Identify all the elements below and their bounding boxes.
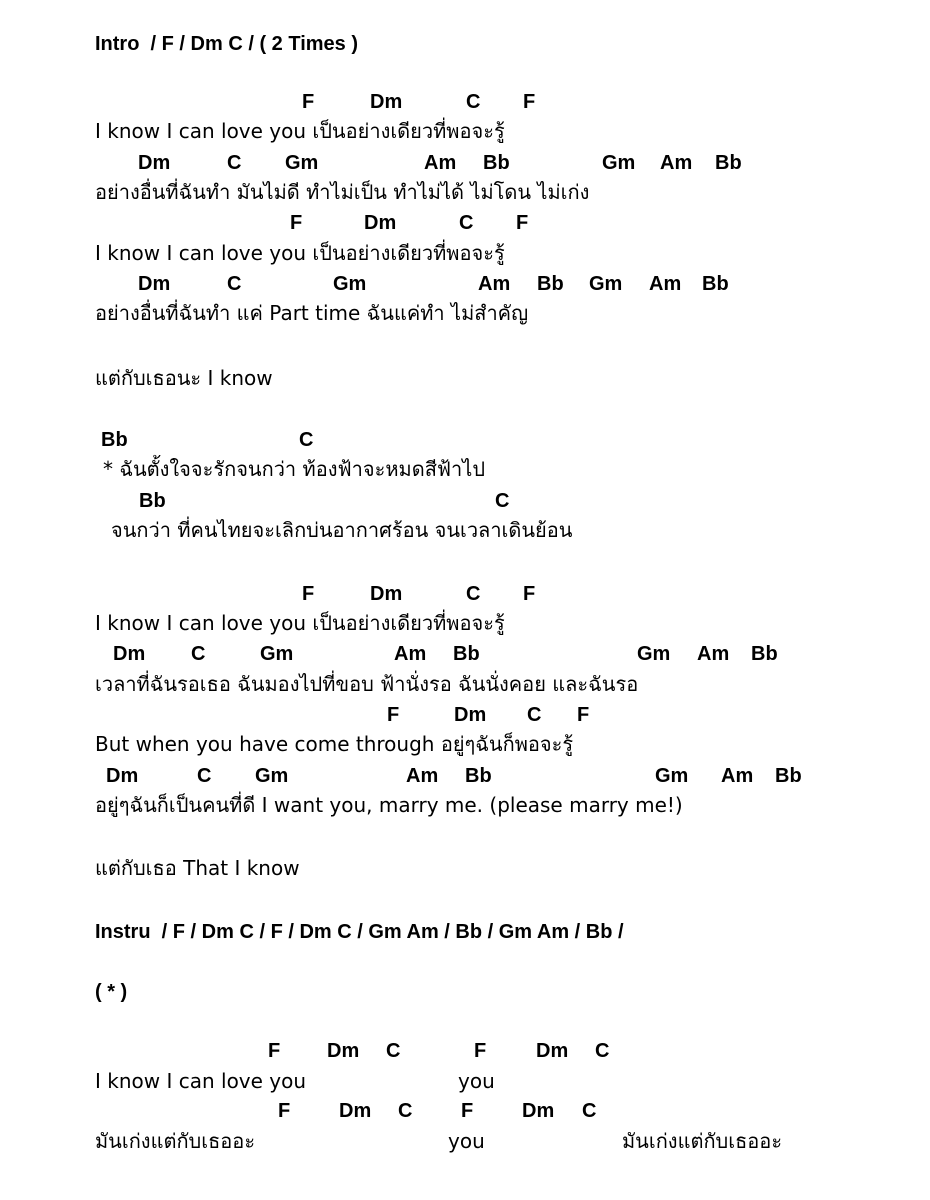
intro-line: Intro / F / Dm C / ( 2 Times ) <box>95 33 358 55</box>
chord: Bb <box>715 152 742 174</box>
chord: Dm <box>536 1040 569 1062</box>
chord: C <box>595 1040 610 1062</box>
lyric-line: อย่างอื่นที่ฉันทำ แค่ Part time ฉันแค่ทำ ไม่สำคัญ <box>95 301 529 325</box>
chord: C <box>299 429 314 451</box>
chord: Dm <box>522 1100 555 1122</box>
chord: C <box>398 1100 413 1122</box>
chord: Bb <box>465 765 492 787</box>
chord: Bb <box>139 490 166 512</box>
chord: C <box>227 273 242 295</box>
chord: F <box>268 1040 281 1062</box>
lyric-segment: you <box>458 1069 495 1093</box>
lyric-line: อย่างอื่นที่ฉันทำ มันไม่ดี ทำไม่เป็น ทำไม่ได้ ไม่โดน ไม่เก่ง <box>95 180 590 204</box>
chord: Bb <box>101 429 128 451</box>
chord: F <box>387 704 400 726</box>
lyric-line: I know I can love you เป็นอย่างเดียวที่พอจะรู้ <box>95 611 505 635</box>
chord: Dm <box>138 273 171 295</box>
lyric-line: But when you have come through อยู่ๆฉันก็พอจะรู้ <box>95 732 574 756</box>
lyric-line: แต่กับเธอ That I know <box>95 856 300 880</box>
chord: C <box>191 643 206 665</box>
chord: Gm <box>589 273 623 295</box>
chord: C <box>197 765 212 787</box>
chord: F <box>577 704 590 726</box>
chord: Gm <box>333 273 367 295</box>
chord: Bb <box>483 152 510 174</box>
lyric-segment: มันเก่งแต่กับเธออะ <box>95 1129 256 1153</box>
chord: F <box>474 1040 487 1062</box>
chord: Bb <box>453 643 480 665</box>
chord: F <box>523 583 536 605</box>
chord: Dm <box>113 643 146 665</box>
repeat-marker: ( * ) <box>95 981 128 1003</box>
chord: Am <box>721 765 754 787</box>
lyric-line: I know I can love you เป็นอย่างเดียวที่พอจะรู้ <box>95 241 505 265</box>
chord: Gm <box>637 643 671 665</box>
chord: Dm <box>370 91 403 113</box>
chord: C <box>495 490 510 512</box>
lyric-line: แต่กับเธอนะ I know <box>95 366 273 390</box>
chord: Dm <box>364 212 397 234</box>
chord: F <box>461 1100 474 1122</box>
chord: Am <box>406 765 439 787</box>
chord: Dm <box>106 765 139 787</box>
lyric-segment: you <box>448 1129 485 1153</box>
chord: C <box>459 212 474 234</box>
chord: F <box>302 583 315 605</box>
watermark-logo <box>170 575 499 1101</box>
chord: F <box>290 212 303 234</box>
chord: Bb <box>751 643 778 665</box>
chord: F <box>516 212 529 234</box>
chord: Dm <box>327 1040 360 1062</box>
lyric-segment: I know I can love you <box>95 1069 307 1093</box>
chord: Dm <box>454 704 487 726</box>
chord: Am <box>697 643 730 665</box>
chord: C <box>466 91 481 113</box>
chord: Bb <box>537 273 564 295</box>
chord: Am <box>478 273 511 295</box>
chord: Am <box>424 152 457 174</box>
chord: Am <box>660 152 693 174</box>
lyric-line: อยู่ๆฉันก็เป็นคนที่ดี I want you, marry me. (please marry me!) <box>95 793 683 817</box>
chord: C <box>466 583 481 605</box>
chord: Gm <box>602 152 636 174</box>
chord: C <box>386 1040 401 1062</box>
chord: Am <box>394 643 427 665</box>
chord: Gm <box>260 643 294 665</box>
chord: Dm <box>138 152 171 174</box>
chord: Am <box>649 273 682 295</box>
chord: F <box>278 1100 291 1122</box>
chord: Gm <box>285 152 319 174</box>
chord: Dm <box>370 583 403 605</box>
lyric-line: เวลาที่ฉันรอเธอ ฉันมองไปที่ขอบ ฟ้านั่งรอ ฉันนั่งคอย และฉันรอ <box>95 672 639 696</box>
chord: F <box>302 91 315 113</box>
chord: C <box>527 704 542 726</box>
chord: C <box>582 1100 597 1122</box>
lyric-segment: มันเก่งแต่กับเธออะ <box>622 1129 783 1153</box>
lyric-line: จนกว่า ที่คนไทยจะเลิกบ่นอากาศร้อน จนเวลาเดินย้อน <box>111 518 573 542</box>
chord: Gm <box>255 765 289 787</box>
lyric-line: I know I can love you เป็นอย่างเดียวที่พอจะรู้ <box>95 119 505 143</box>
chord: F <box>523 91 536 113</box>
chord: Dm <box>339 1100 372 1122</box>
chord: Bb <box>775 765 802 787</box>
instru-line: Instru / F / Dm C / F / Dm C / Gm Am / Bb / Gm Am / Bb / <box>95 921 624 943</box>
chord: C <box>227 152 242 174</box>
lyric-line: * ฉันตั้งใจจะรักจนกว่า ท้องฟ้าจะหมดสีฟ้าไป <box>103 457 486 481</box>
chord: Bb <box>702 273 729 295</box>
chord: Gm <box>655 765 689 787</box>
